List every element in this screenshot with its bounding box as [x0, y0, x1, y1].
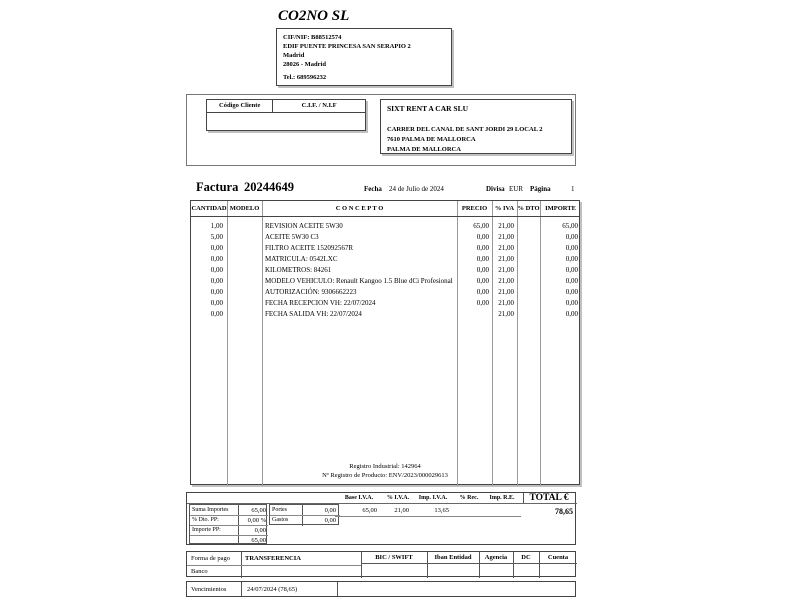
company-phone: Tel.: 689596232 — [283, 74, 327, 81]
header-dto: % DTO — [517, 205, 540, 212]
imp-iva-label: Imp. I.V.A. — [418, 495, 448, 501]
cell-concepto: MODELO VEHICULO: Renault Kangoo 1.5 Blue dCi Profesional — [265, 277, 453, 285]
payment-box — [186, 551, 576, 577]
cell-importe: 0,00 — [565, 244, 578, 252]
cell-iva: 21,00 — [498, 310, 514, 318]
client-address: CARRER DEL CANAL DE SANT JORDI 29 LOCAL 2 — [387, 126, 543, 133]
client-city: PALMA DE MALLORCA — [387, 146, 461, 153]
client-postal-city: 7610 PALMA DE MALLORCA — [387, 136, 476, 143]
vencimientos-box — [186, 581, 576, 597]
cell-precio: 65,00 — [473, 222, 489, 230]
importe-pp-value: 0,00 — [254, 527, 266, 534]
cell-importe: 65,00 — [562, 222, 578, 230]
cell-iva: 21,00 — [498, 233, 514, 241]
company-city: Madrid — [283, 52, 305, 59]
header-precio: PRECIO — [461, 205, 488, 212]
cuenta-label: Cuenta — [547, 554, 569, 561]
cell-importe: 0,00 — [565, 255, 578, 263]
cell-concepto: MATRICULA: 0542LXC — [265, 255, 338, 263]
pct-rec-label: % Rec. — [459, 495, 479, 501]
pagina-value: 1 — [571, 185, 575, 193]
imp-re-label: Imp. R.E. — [489, 495, 515, 501]
client-name: SIXT RENT A CAR SLU — [387, 104, 469, 113]
iva-underline — [335, 516, 521, 517]
table-row — [191, 221, 579, 232]
cell-importe: 0,00 — [565, 266, 578, 274]
factura-label: Factura — [196, 180, 239, 194]
cell-cantidad: 0,00 — [210, 288, 223, 296]
divisa-value: EUR — [509, 185, 523, 193]
table-row — [191, 309, 579, 320]
gastos-label: Gastos — [272, 517, 289, 523]
pagina-label: Página — [530, 185, 551, 193]
table-row — [191, 287, 579, 298]
total-label: TOTAL € — [529, 493, 569, 503]
cell-precio: 0,00 — [476, 244, 489, 252]
registro-industrial: Registro Industrial: 142964 — [349, 463, 421, 470]
cell-iva: 21,00 — [498, 244, 514, 252]
cell-iva: 21,00 — [498, 222, 514, 230]
fecha-label: Fecha — [364, 185, 382, 193]
cell-concepto: REVISION ACEITE 5W30 — [265, 222, 343, 230]
base-iva-value: 65,00 — [362, 507, 377, 514]
iban-entidad-label: Iban Entidad — [434, 554, 472, 561]
factura-number: 20244649 — [244, 180, 294, 194]
summary-subtable — [189, 504, 267, 544]
cell-importe: 0,00 — [565, 233, 578, 241]
company-details-box — [276, 28, 452, 86]
payment-line — [187, 565, 361, 566]
importe-pp-label: Importe PP: — [192, 527, 221, 533]
cell-precio: 0,00 — [476, 266, 489, 274]
items-table — [190, 200, 580, 485]
cell-precio: 0,00 — [476, 255, 489, 263]
total-value: 78,65 — [555, 507, 573, 516]
cell-iva: 21,00 — [498, 277, 514, 285]
cell-importe: 0,00 — [565, 277, 578, 285]
cif-nif-label: C.I.F. / N.I.F — [301, 102, 337, 109]
cell-precio: 0,00 — [476, 299, 489, 307]
client-code-box — [206, 99, 366, 131]
cell-cantidad: 0,00 — [210, 244, 223, 252]
cell-importe: 0,00 — [565, 310, 578, 318]
client-address-box — [380, 99, 572, 154]
table-row — [191, 298, 579, 309]
portes-label: Portes — [272, 507, 287, 513]
cell-concepto: ACEITE 5W30 C3 — [265, 233, 319, 241]
portes-value: 0,00 — [324, 507, 336, 514]
vencimientos-label: Vencimientos — [191, 586, 227, 593]
forma-pago-label: Forma de pago — [191, 555, 230, 562]
divisa-label: Divisa — [486, 185, 505, 193]
totals-box — [186, 492, 576, 545]
company-postal: 28026 - Madrid — [283, 61, 326, 68]
bic-swift-label: BIC / SWIFT — [375, 554, 413, 561]
cell-importe: 0,00 — [565, 299, 578, 307]
cell-precio: 0,00 — [476, 277, 489, 285]
cell-importe: 0,00 — [565, 288, 578, 296]
table-row — [191, 254, 579, 265]
client-code-header — [207, 100, 365, 113]
cell-concepto: KILOMETROS: 84261 — [265, 266, 332, 274]
subtotal-value: 65,00 — [251, 537, 266, 544]
table-row — [191, 276, 579, 287]
venc-divider — [337, 582, 338, 596]
agencia-label: Agencia — [484, 554, 508, 561]
fecha-value: 24 de Julio de 2024 — [389, 185, 444, 193]
suma-importes-label: Suma Importes — [192, 507, 229, 513]
base-iva-label: Base I.V.A. — [344, 495, 374, 501]
venc-divider — [241, 582, 242, 596]
cell-precio: 0,00 — [476, 288, 489, 296]
header-concepto: C O N C E P T O — [335, 205, 384, 212]
table-row — [191, 243, 579, 254]
company-name: CO2NO SL — [278, 8, 350, 24]
banco-label: Banco — [191, 568, 208, 575]
cell-cantidad: 0,00 — [210, 266, 223, 274]
cell-concepto: FECHA RECEPCION VH: 22/07/2024 — [265, 299, 376, 307]
codigo-cliente-label: Código Cliente — [207, 100, 273, 112]
header-iva: % IVA — [494, 205, 515, 212]
imp-iva-value: 13,65 — [434, 507, 449, 514]
cell-concepto: FECHA SALIDA VH: 22/07/2024 — [265, 310, 362, 318]
table-row — [191, 265, 579, 276]
company-cif: CIF/NIF: B88512574 — [283, 34, 342, 41]
dto-pp-label: % Dto. PP: — [192, 517, 219, 523]
header-underline — [191, 216, 579, 217]
cell-precio: 0,00 — [476, 233, 489, 241]
cell-cantidad: 0,00 — [210, 277, 223, 285]
table-row — [191, 232, 579, 243]
cell-iva: 21,00 — [498, 266, 514, 274]
pct-iva-label: % I.V.A. — [386, 495, 410, 501]
company-address: EDIF PUENTE PRINCESA SAN SERAPIO 2 — [283, 43, 411, 50]
registro-producto: Nº Registro de Producto: ENV/2023/000029613 — [322, 472, 448, 479]
header-importe: IMPORTE — [545, 205, 576, 212]
cell-concepto: AUTORIZACIÓN: 9306662223 — [265, 288, 357, 296]
vencimientos-value: 24/07/2024 (78,65) — [247, 586, 298, 593]
cell-cantidad: 0,00 — [210, 299, 223, 307]
dc-label: DC — [521, 554, 531, 561]
cell-cantidad: 5,00 — [210, 233, 223, 241]
cell-cantidad: 0,00 — [210, 255, 223, 263]
cell-iva: 21,00 — [498, 299, 514, 307]
gastos-value: 0,00 — [324, 517, 336, 524]
header-cantidad: CANTIDAD — [191, 205, 227, 212]
pct-iva-value: 21,00 — [394, 507, 409, 514]
dto-pp-value: 0,00 % — [247, 517, 266, 524]
portes-subtable — [269, 504, 339, 525]
suma-importes-value: 65,00 — [251, 507, 266, 514]
cell-iva: 21,00 — [498, 288, 514, 296]
forma-pago-value: TRANSFERENCIA — [245, 555, 301, 562]
bank-header-underline — [361, 563, 577, 564]
cell-cantidad: 1,00 — [210, 222, 223, 230]
header-modelo: MODELO — [229, 205, 260, 212]
cell-iva: 21,00 — [498, 255, 514, 263]
cell-cantidad: 0,00 — [210, 310, 223, 318]
cell-concepto: FILTRO ACEITE 152092567R — [265, 244, 354, 252]
